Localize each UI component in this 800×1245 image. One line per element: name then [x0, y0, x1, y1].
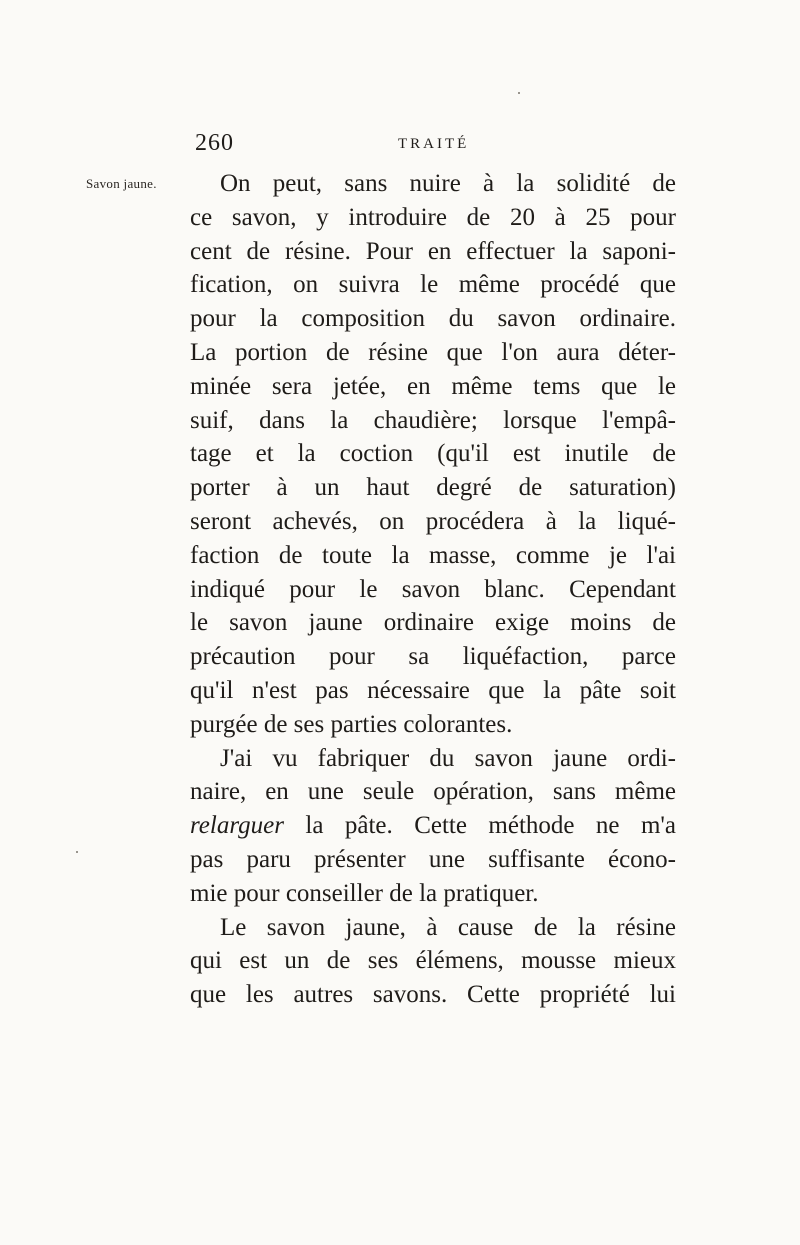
paper-speck	[76, 851, 78, 853]
text-line: naire, en une seule opération, sans même	[190, 778, 676, 806]
text-line: mie pour conseiller de la pratiquer.	[190, 879, 539, 907]
body-text	[190, 167, 676, 1012]
text-line: faction de toute la masse, comme je l'ai	[190, 541, 676, 569]
text-line: que les autres savons. Cette propriété lui	[190, 981, 676, 1009]
text-line: porter à un haut degré de saturation)	[190, 474, 676, 502]
text-line: cent de résine. Pour en effectuer la saponi-	[190, 237, 676, 265]
text-line: purgée de ses parties colorantes.	[190, 710, 513, 738]
text-line: pour la composition du savon ordinaire.	[190, 305, 676, 333]
text-line: seront achevés, on procédera à la liqué-	[190, 507, 676, 535]
text-line: indiqué pour le savon blanc. Cependant	[190, 575, 676, 603]
text-line-rest: la pâte. Cette méthode ne m'a	[283, 812, 676, 840]
text-line: suif, dans la chaudière; lorsque l'empâ-	[190, 406, 676, 434]
text-line	[190, 809, 676, 843]
text-line: pas paru présenter une suffisante écono-	[190, 845, 676, 873]
text-line: Le savon jaune, à cause de la résine	[220, 913, 676, 941]
running-title: TRAITÉ	[398, 136, 470, 152]
text-line: minée sera jetée, en même tems que le	[190, 372, 676, 400]
text-line: le savon jaune ordinaire exige moins de	[190, 609, 676, 637]
text-line: ce savon, y introduire de 20 à 25 pour	[190, 203, 676, 231]
text-line: tage et la coction (qu'il est inutile de	[190, 440, 676, 468]
text-line: qu'il n'est pas nécessaire que la pâte soit	[190, 676, 676, 704]
paper-speck	[518, 92, 520, 94]
italic-word: relarguer	[190, 812, 284, 840]
margin-note: Savon jaune.	[86, 176, 157, 191]
page-number: 260	[195, 130, 234, 156]
text-line: J'ai vu fabriquer du savon jaune ordi-	[220, 744, 676, 772]
page-header	[193, 130, 677, 164]
text-line: On peut, sans nuire à la solidité de	[220, 170, 676, 197]
text-line: qui est un de ses élémens, mousse mieux	[190, 947, 676, 975]
text-line: précaution pour sa liquéfaction, parce	[190, 643, 676, 671]
text-line: fication, on suivra le même procédé que	[190, 271, 676, 299]
text-line: La portion de résine que l'on aura déter-	[190, 338, 676, 366]
